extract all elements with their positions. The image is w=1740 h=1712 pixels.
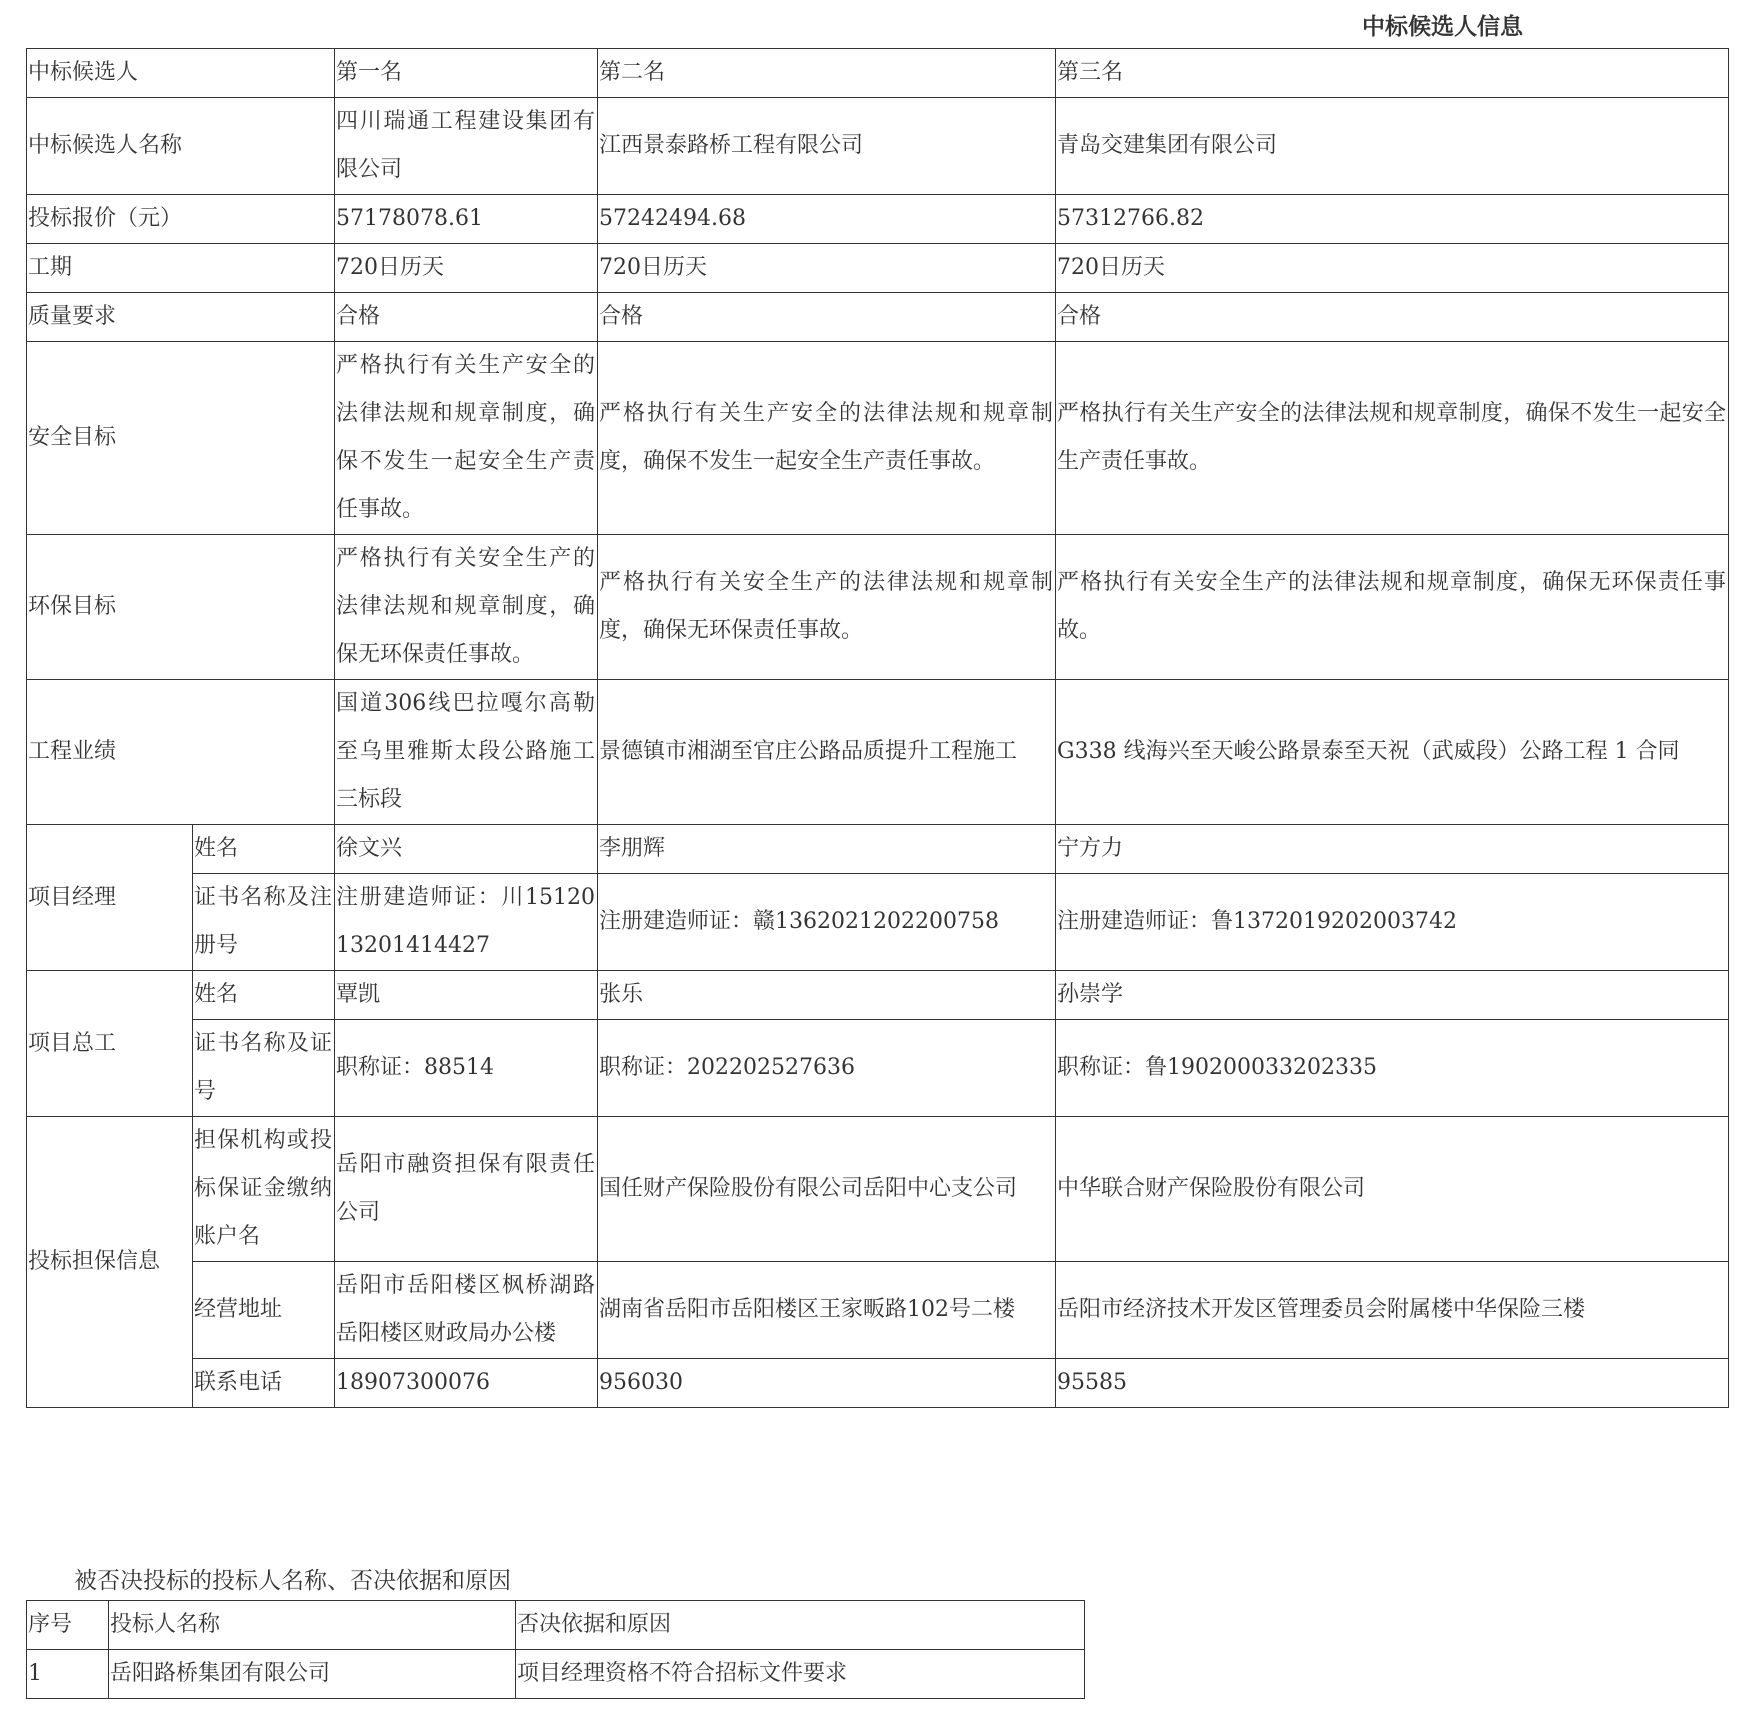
cell-first: 四川瑞通工程建设集团有限公司 bbox=[335, 98, 598, 195]
header-label: 中标候选人 bbox=[27, 49, 335, 98]
row-label: 投标报价（元） bbox=[27, 195, 335, 244]
table-row-ce-name bbox=[27, 971, 1729, 1020]
table-row-performance bbox=[27, 680, 1729, 825]
cell-third: 青岛交建集团有限公司 bbox=[1056, 98, 1729, 195]
cell-second: 湖南省岳阳市岳阳楼区王家畈路102号二楼 bbox=[598, 1262, 1056, 1359]
cell-first: 18907300076 bbox=[335, 1359, 598, 1408]
cell-second: 李朋辉 bbox=[598, 825, 1056, 874]
row-label: 项目经理 bbox=[27, 825, 193, 971]
page-title: 中标候选人信息 bbox=[1362, 13, 1523, 40]
sub-label: 证书名称及证号 bbox=[193, 1020, 335, 1117]
table-row-guarantee-org bbox=[27, 1117, 1729, 1262]
row-label: 投标担保信息 bbox=[27, 1117, 193, 1408]
cell-first: 覃凯 bbox=[335, 971, 598, 1020]
cell-third: 岳阳市经济技术开发区管理委员会附属楼中华保险三楼 bbox=[1056, 1262, 1729, 1359]
row-label: 中标候选人名称 bbox=[27, 98, 335, 195]
header-first: 第一名 bbox=[335, 49, 598, 98]
table-row-guarantee-address bbox=[27, 1262, 1729, 1359]
cell-first: 严格执行有关安全生产的法律法规和规章制度，确保无环保责任事故。 bbox=[335, 535, 598, 680]
cell-no: 1 bbox=[27, 1650, 109, 1699]
cell-second: 江西景泰路桥工程有限公司 bbox=[598, 98, 1056, 195]
table-row-price bbox=[27, 195, 1729, 244]
cell-reason: 项目经理资格不符合招标文件要求 bbox=[516, 1650, 1085, 1699]
table-row-quality bbox=[27, 293, 1729, 342]
cell-first: 岳阳市岳阳楼区枫桥湖路岳阳楼区财政局办公楼 bbox=[335, 1262, 598, 1359]
cell-second: 注册建造师证：赣1362021202200758 bbox=[598, 874, 1056, 971]
cell-third: 720日历天 bbox=[1056, 244, 1729, 293]
cell-second: 国任财产保险股份有限公司岳阳中心支公司 bbox=[598, 1117, 1056, 1262]
cell-second: 57242494.68 bbox=[598, 195, 1056, 244]
sub-label: 姓名 bbox=[193, 825, 335, 874]
cell-third: 57312766.82 bbox=[1056, 195, 1729, 244]
cell-first: 严格执行有关生产安全的法律法规和规章制度，确保不发生一起安全生产责任事故。 bbox=[335, 342, 598, 535]
cell-name: 岳阳路桥集团有限公司 bbox=[109, 1650, 516, 1699]
cell-second: 职称证：202202527636 bbox=[598, 1020, 1056, 1117]
row-label: 环保目标 bbox=[27, 535, 335, 680]
cell-second: 景德镇市湘湖至官庄公路品质提升工程施工 bbox=[598, 680, 1056, 825]
sub-label: 联系电话 bbox=[193, 1359, 335, 1408]
cell-first: 720日历天 bbox=[335, 244, 598, 293]
header-second: 第二名 bbox=[598, 49, 1056, 98]
column-header-reason: 否决依据和原因 bbox=[516, 1601, 1085, 1650]
cell-first: 注册建造师证：川1512013201414427 bbox=[335, 874, 598, 971]
cell-third: G338 线海兴至天峻公路景泰至天祝（武威段）公路工程 1 合同 bbox=[1056, 680, 1729, 825]
header-third: 第三名 bbox=[1056, 49, 1729, 98]
cell-third: 宁方力 bbox=[1056, 825, 1729, 874]
table-row bbox=[27, 1650, 1085, 1699]
sub-label: 经营地址 bbox=[193, 1262, 335, 1359]
sub-label: 姓名 bbox=[193, 971, 335, 1020]
candidate-table bbox=[26, 48, 1729, 1408]
cell-third: 95585 bbox=[1056, 1359, 1729, 1408]
sub-label: 证书名称及注册号 bbox=[193, 874, 335, 971]
column-header-no: 序号 bbox=[27, 1601, 109, 1650]
rejected-bidders-table bbox=[26, 1600, 1085, 1699]
cell-first: 岳阳市融资担保有限责任公司 bbox=[335, 1117, 598, 1262]
row-label: 工程业绩 bbox=[27, 680, 335, 825]
row-label: 项目总工 bbox=[27, 971, 193, 1117]
table-row-header bbox=[27, 49, 1729, 98]
row-label: 质量要求 bbox=[27, 293, 335, 342]
cell-first: 57178078.61 bbox=[335, 195, 598, 244]
cell-second: 严格执行有关安全生产的法律法规和规章制度，确保无环保责任事故。 bbox=[598, 535, 1056, 680]
cell-second: 720日历天 bbox=[598, 244, 1056, 293]
cell-second: 合格 bbox=[598, 293, 1056, 342]
rejected-section-heading: 被否决投标的投标人名称、否决依据和原因 bbox=[74, 1568, 511, 1594]
cell-second: 张乐 bbox=[598, 971, 1056, 1020]
cell-third: 职称证：鲁190200033202335 bbox=[1056, 1020, 1729, 1117]
cell-second: 956030 bbox=[598, 1359, 1056, 1408]
sub-label: 担保机构或投标保证金缴纳账户名 bbox=[193, 1117, 335, 1262]
column-header-name: 投标人名称 bbox=[109, 1601, 516, 1650]
cell-third: 合格 bbox=[1056, 293, 1729, 342]
table-row-guarantee-phone bbox=[27, 1359, 1729, 1408]
table-row-safety bbox=[27, 342, 1729, 535]
table-row-header bbox=[27, 1601, 1085, 1650]
cell-second: 严格执行有关生产安全的法律法规和规章制度，确保不发生一起安全生产责任事故。 bbox=[598, 342, 1056, 535]
cell-first: 合格 bbox=[335, 293, 598, 342]
cell-third: 注册建造师证：鲁1372019202003742 bbox=[1056, 874, 1729, 971]
cell-first: 国道306线巴拉嘎尔高勒至乌里雅斯太段公路施工三标段 bbox=[335, 680, 598, 825]
table-row-name bbox=[27, 98, 1729, 195]
cell-third: 中华联合财产保险股份有限公司 bbox=[1056, 1117, 1729, 1262]
cell-third: 严格执行有关安全生产的法律法规和规章制度，确保无环保责任事故。 bbox=[1056, 535, 1729, 680]
table-row-environment bbox=[27, 535, 1729, 680]
table-row-pm-name bbox=[27, 825, 1729, 874]
row-label: 安全目标 bbox=[27, 342, 335, 535]
cell-first: 职称证：88514 bbox=[335, 1020, 598, 1117]
cell-third: 孙崇学 bbox=[1056, 971, 1729, 1020]
cell-first: 徐文兴 bbox=[335, 825, 598, 874]
table-row-duration bbox=[27, 244, 1729, 293]
row-label: 工期 bbox=[27, 244, 335, 293]
table-row-pm-cert bbox=[27, 874, 1729, 971]
cell-third: 严格执行有关生产安全的法律法规和规章制度，确保不发生一起安全生产责任事故。 bbox=[1056, 342, 1729, 535]
table-row-ce-cert bbox=[27, 1020, 1729, 1117]
